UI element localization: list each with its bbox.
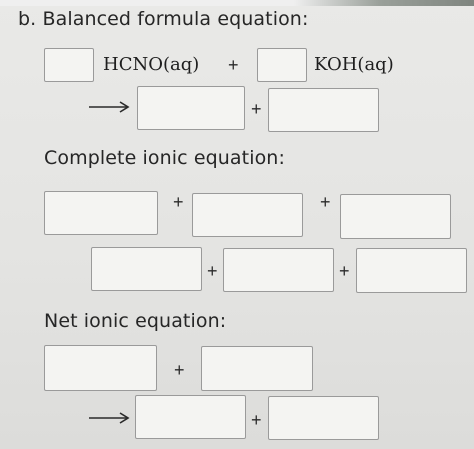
complete-ionic-input-3[interactable] [340,194,451,239]
right-arrow-icon [88,100,130,114]
plus-sign: + [320,192,331,212]
coefficient-input-hcno[interactable] [44,48,94,82]
top-edge [0,0,474,6]
coefficient-input-koh[interactable] [257,48,307,82]
net-ionic-input-1[interactable] [44,345,157,391]
plus-sign: + [228,55,239,75]
product-input-2[interactable] [268,88,379,132]
reactant-hcno: HCNO(aq) [103,54,200,75]
complete-ionic-input-2[interactable] [192,193,303,237]
right-arrow-icon [88,411,130,425]
complete-ionic-input-1[interactable] [44,191,158,235]
product-input-1[interactable] [137,86,245,130]
net-ionic-heading: Net ionic equation: [44,310,227,332]
plus-sign: + [251,410,262,430]
net-ionic-product-input-2[interactable] [268,396,379,440]
plus-sign: + [174,360,185,380]
net-ionic-input-2[interactable] [201,346,313,391]
complete-ionic-input-4[interactable] [91,247,202,291]
reactant-koh: KOH(aq) [314,54,394,75]
complete-ionic-input-5[interactable] [223,248,334,292]
complete-ionic-heading: Complete ionic equation: [44,147,285,169]
plus-sign: + [173,192,184,212]
balanced-equation-heading: b. Balanced formula equation: [18,8,309,30]
plus-sign: + [207,261,218,281]
net-ionic-product-input-1[interactable] [135,395,246,439]
plus-sign: + [339,261,350,281]
plus-sign: + [251,99,262,119]
complete-ionic-input-6[interactable] [356,248,467,293]
